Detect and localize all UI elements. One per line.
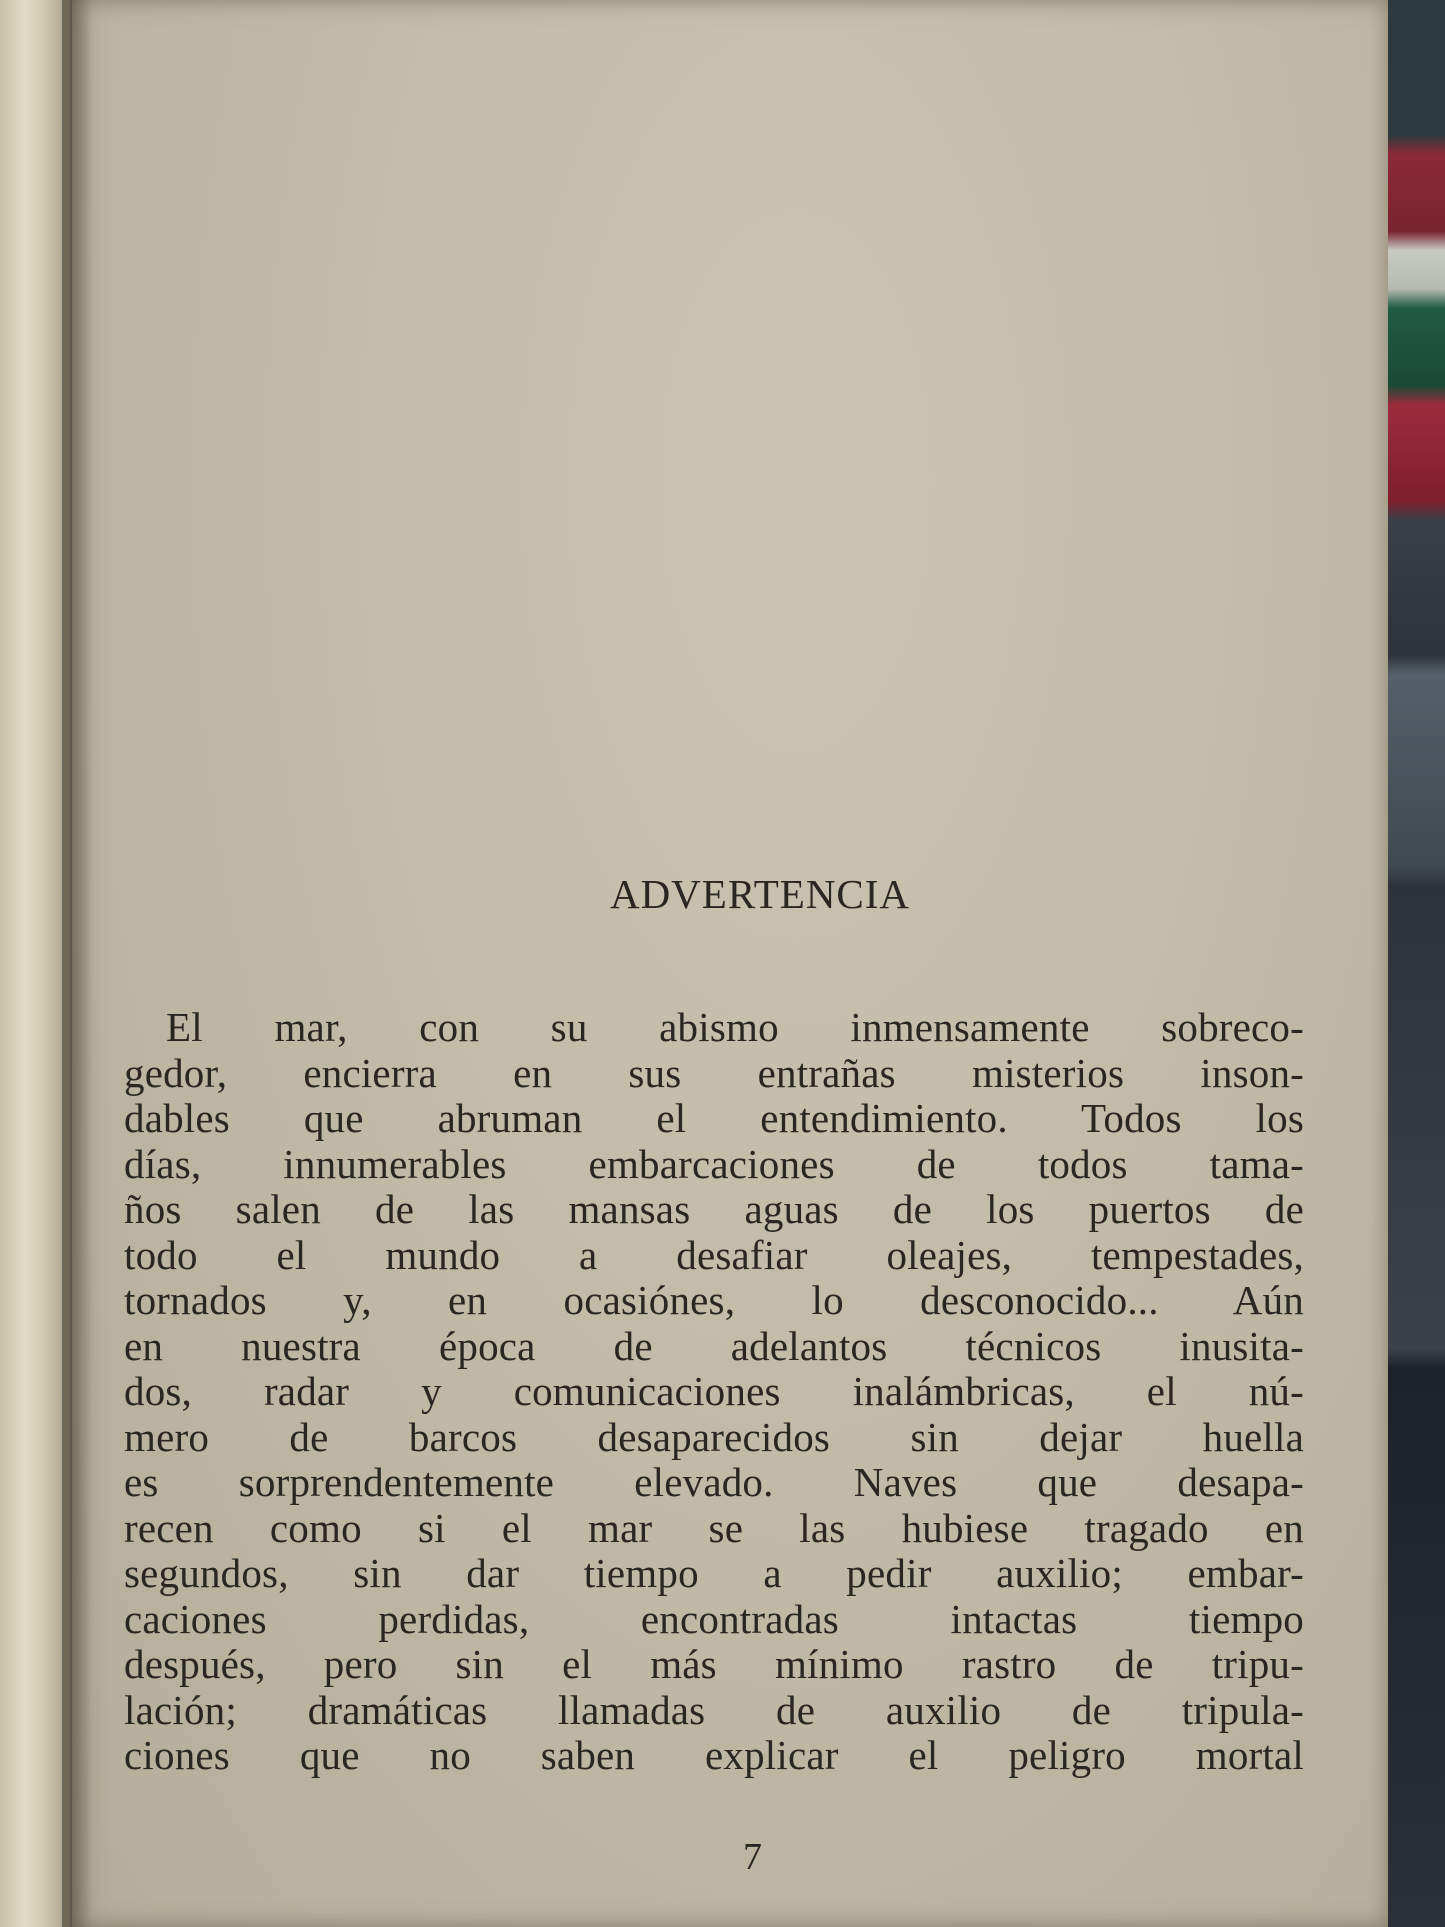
book-page xyxy=(72,0,1388,1927)
text-line: todo el mundo a desafiar oleajes, tempestades, xyxy=(124,1231,1304,1278)
page-heading: ADVERTENCIA xyxy=(609,871,911,917)
book-cover-edge xyxy=(0,0,70,1927)
text-line: en nuestra época de adelantos técnicos inusita- xyxy=(124,1322,1304,1369)
text-line: después, pero sin el más mínimo rastro de tripu- xyxy=(124,1641,1304,1687)
spine-shadow xyxy=(62,0,92,1927)
text-line: dos, radar y comunicaciones inalámbricas, el nú- xyxy=(124,1368,1304,1414)
body-paragraph xyxy=(124,1005,1304,1779)
text-line: ciones que no saben explicar el peligro mortal xyxy=(124,1732,1304,1778)
text-line: dables que abruman el entendimiento. Todos los xyxy=(124,1095,1304,1141)
text-line: es sorprendentemente elevado. Naves que desapa- xyxy=(124,1459,1304,1505)
text-line: segundos, sin dar tiempo a pedir auxilio; embar- xyxy=(124,1550,1304,1596)
text-line: gedor, encierra en sus entrañas misterios inson- xyxy=(124,1049,1304,1096)
text-line: días, innumerables embarcaciones de todos tama- xyxy=(124,1140,1304,1187)
page-number: 7 xyxy=(743,1836,762,1878)
text-line: El mar, con su abismo inmensamente sobreco- xyxy=(166,1004,1304,1050)
text-line: recen como si el mar se las hubiese tragado en xyxy=(124,1504,1304,1551)
text-line: ños salen de las mansas aguas de los puertos de xyxy=(124,1186,1304,1232)
text-line: mero de barcos desaparecidos sin dejar huella xyxy=(124,1413,1304,1460)
text-line: lación; dramáticas llamadas de auxilio de tripula- xyxy=(124,1686,1304,1733)
text-line: caciones perdidas, encontradas intactas tiempo xyxy=(124,1595,1304,1642)
text-line: tornados y, en ocasiónes, lo desconocido... Aún xyxy=(124,1277,1304,1323)
